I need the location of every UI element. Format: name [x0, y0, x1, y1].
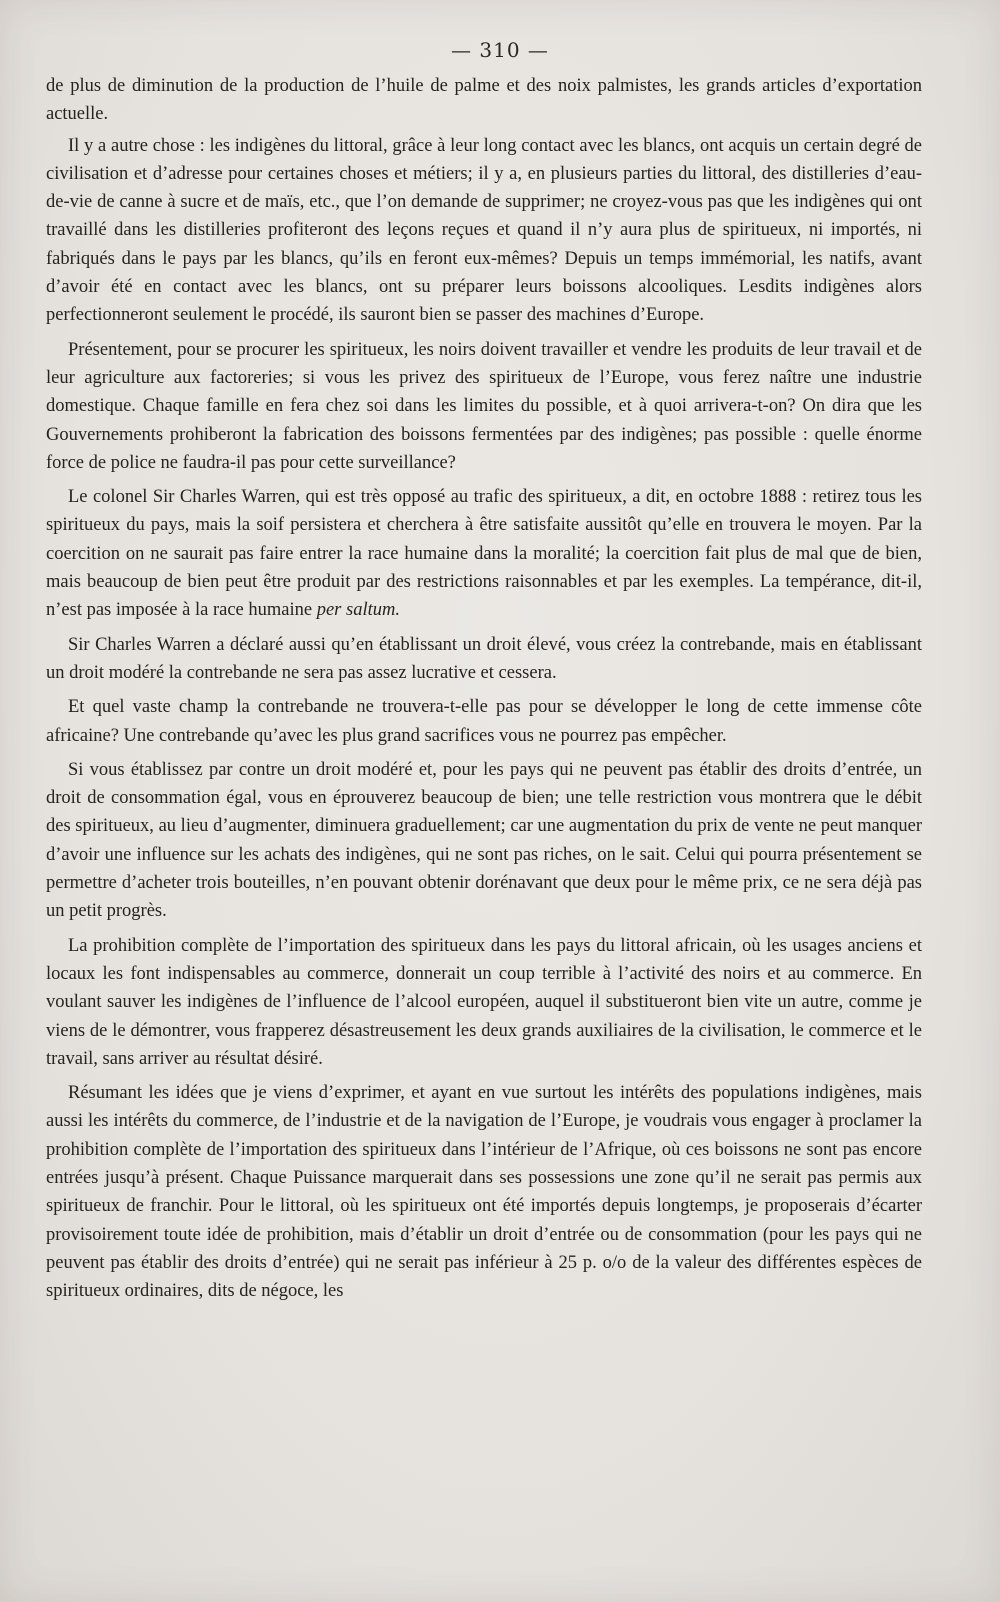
paragraph-4	[46, 483, 922, 624]
paragraph-9: Résumant les idées que je viens d’exprimer, et ayant en vue surtout les intérêts des populations indigènes, mais aussi les intérêts du commerce, de l’industrie et de la navigation de l’Europe, je voudrais vous engager à proclamer la prohibition complète de l’importation des spiritueux dans l’intérieur de l’Afrique, où ces boissons ne sont pas encore entrées jusqu’à présent. Chaque Puissance marquerait dans ses possessions une zone qu’il ne serait pas permis aux spiritueux de franchir. Pour le littoral, où les spiritueux ont été importés depuis longtemps, je proposerais d’écarter provisoirement toute idée de prohibition, mais d’établir un droit d’entrée ou de consommation (pour les pays qui ne peuvent pas établir des droits d’entrée) qui ne serait pas inférieur à 25 p. o/o de la valeur des différentes espèces de spiritueux ordinaires, dits de négoce, les	[46, 1083, 922, 1302]
paragraph-1: de plus de diminution de la production de l’huile de palme et des noix palmistes, les grands articles d’exportation actuelle.	[46, 76, 922, 125]
paragraph-6: Et quel vaste champ la contrebande ne trouvera-t-elle pas pour se développer le long de cette immense côte africaine? Une contrebande qu’avec les plus grand sacrifices vous ne pourrez pas empêcher.	[46, 697, 922, 746]
paragraph-2: Il y a autre chose : les indigènes du littoral, grâce à leur long contact avec les blancs, ont acquis un certain degré de civilisation et d’adresse pour certaines choses et métiers; il y a, en plusieurs parties du littoral, des distilleries d’eau-de-vie de canne à sucre et de maïs, etc., que l’on demande de supprimer; ne croyez-vous pas que les indigènes qui ont travaillé dans les distilleries profiteront des leçons reçues et quand il n’y aura plus de spiritueux, ni importés, ni fabriqués dans le pays par les blancs, qu’ils en feront eux-mêmes? Depuis un temps immémorial, les natifs, avant d’avoir été en contact avec les blancs, ont su préparer leurs boissons alcooliques. Lesdits indigènes alors perfectionneront seulement le procédé, ils sauront bien se passer des machines d’Europe.	[46, 135, 922, 326]
paragraph-4-text: Le colonel Sir Charles Warren, qui est très opposé au trafic des spiritueux, a dit, en octobre 1888 : retirez tous les spiritueux du pays, mais la soif persistera et cherchera à être satisfaite aussitôt qu’elle en trouvera le moyen. Par la coercition on ne saurait pas faire entrer la race humaine dans la moralité; la coercition fait plus de mal que de bien, mais beaucoup de bien peut être produit par des restrictions raisonnables et par les exemples. La tempérance, dit-il, n’est pas imposée à la race humaine	[46, 487, 922, 621]
paragraph-8: La prohibition complète de l’importation des spiritueux dans les pays du littoral africain, où les usages anciens et locaux les font indispensables au commerce, donnerait un coup terrible à l’activité des noirs et au commerce. En voulant sauver les indigènes de l’influence de l’alcool européen, auquel il substitueront bien vite un autre, comme je viens de le démontrer, vous frapperez désastreusement les deux grands auxiliaires de la civilisation, le commerce et le travail, sans arriver au résultat désiré.	[46, 935, 922, 1069]
paragraph-7: Si vous établissez par contre un droit modéré et, pour les pays qui ne peuvent pas établir des droits d’entrée, un droit de consommation égal, vous en éprouverez beaucoup de bien; une telle restriction vous montrera que le débit des spiritueux, au lieu d’augmenter, diminuera graduellement; car une augmentation du prix de vente ne peut manquer d’avoir une influence sur les achats des indigènes, qui ne sont pas riches, on le sait. Celui qui pourra présentement se permettre d’acheter trois bouteilles, n’en pouvant obtenir dorénavant que deux pour le même prix, ce ne sera déjà pas un petit progrès.	[46, 759, 922, 922]
italic-phrase: per saltum.	[316, 600, 400, 621]
paragraph-5: Sir Charles Warren a déclaré aussi qu’en établissant un droit élevé, vous créez la contrebande, mais en établissant un droit modéré la contrebande ne sera pas assez lucrative et cessera.	[46, 634, 922, 683]
paragraph-3: Présentement, pour se procurer les spiritueux, les noirs doivent travailler et vendre les produits de leur travail et de leur agriculture aux factoreries; si vous les privez des spiritueux de l’Europe, vous ferez naître une industrie domestique. Chaque famille en fera chez soi dans les limites du possible, et à quoi arrivera-t-on? On dira que les Gouvernements prohiberont la fabrication des boissons fermentées par des indigènes; pas possible : quelle énorme force de police ne faudra-il pas pour cette surveillance?	[46, 339, 922, 473]
body-text	[46, 72, 922, 1308]
page-number: — 310 —	[451, 38, 549, 62]
